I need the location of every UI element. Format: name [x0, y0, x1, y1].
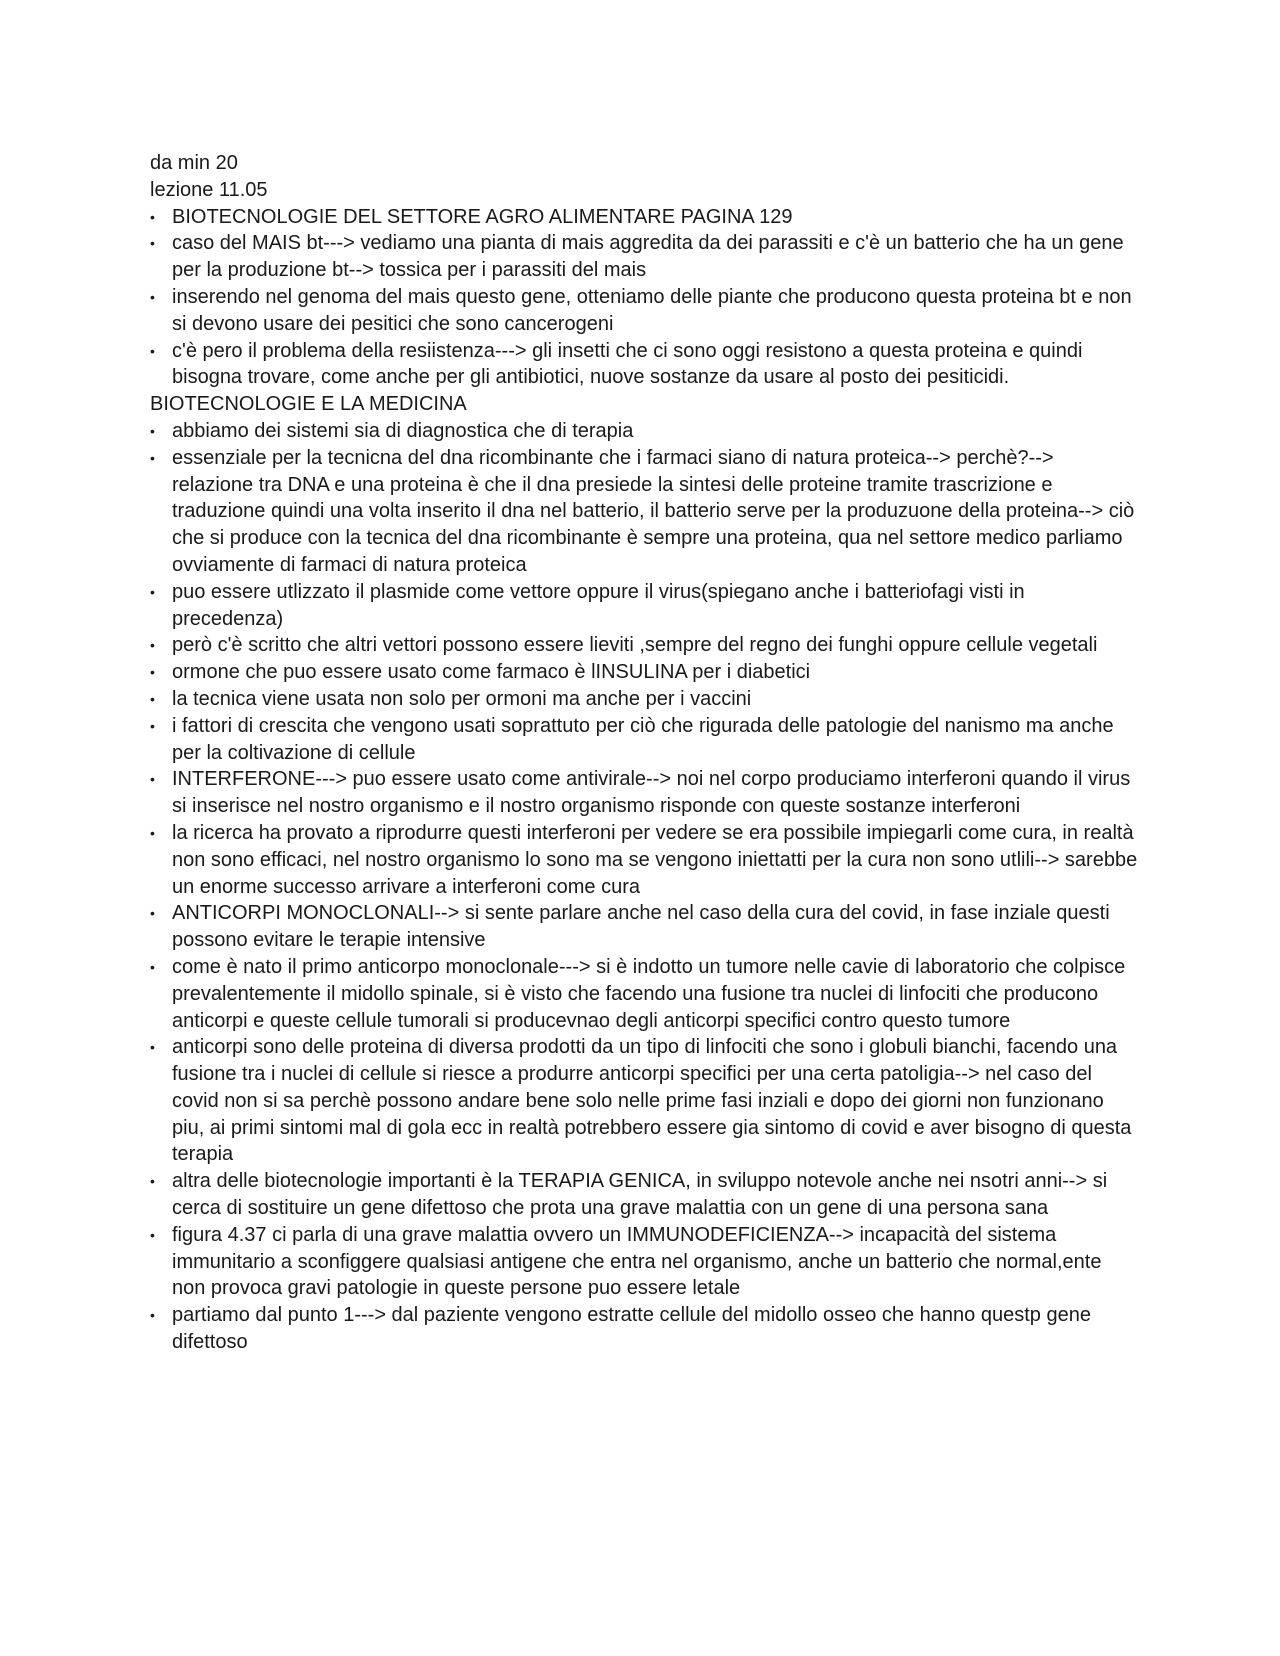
section-agro-bullets — [150, 204, 1140, 392]
list-item-text: partiamo dal punto 1---> dal paziente vengono estratte cellule del midollo osseo che hanno questp gene difettoso — [172, 1304, 1091, 1354]
list-item — [150, 1168, 1140, 1222]
bullet-icon: • — [150, 1307, 155, 1324]
header-line-2: lezione 11.05 — [150, 178, 268, 201]
list-item — [150, 632, 1140, 659]
list-item — [150, 418, 1140, 445]
bullet-icon: • — [150, 288, 155, 305]
bullet-icon: • — [150, 583, 155, 600]
list-item-text: ormone che puo essere usato come farmaco è lINSULINA per i diabetici — [172, 661, 811, 684]
list-item-text: caso del MAIS bt---> vediamo una pianta di mais aggredita da dei parassiti e c'è un batterio che ha un gene per la produzione bt--> tossica per i parassiti del mais — [172, 232, 1124, 282]
list-item-text: figura 4.37 ci parla di una grave malattia ovvero un IMMUNODEFICIENZA--> incapacità del sistema immunitario a sconfiggere qualsiasi antigene che entra nel organismo, anche un batterio che normal,ente non provoca gravi patologie in queste persone puo essere letale — [172, 1223, 1102, 1300]
bullet-icon: • — [150, 905, 155, 922]
list-item-text: anticorpi sono delle proteina di diversa prodotti da un tipo di linfociti che sono i globuli bianchi, facendo una fusione tra i nuclei di cellule si riesce a produrre anticorpi specifici per una certa patoligia--> nel caso del covid non si sa perchè possono andare bene solo nelle prime fasi inziali e dopo dei giorni non funzionano piu, ai primi sintomi mal di gola ecc in realtà potrebbero essere gia sintomo di covid e aver bisogno di questa terapia — [172, 1036, 1132, 1166]
bullet-icon: • — [150, 449, 155, 466]
list-item-text: abbiamo dei sistemi sia di diagnostica che di terapia — [172, 419, 634, 442]
bullet-icon: • — [150, 342, 155, 359]
list-item-text: BIOTECNOLOGIE DEL SETTORE AGRO ALIMENTARE PAGINA 129 — [172, 205, 793, 228]
list-item — [150, 820, 1140, 900]
list-item — [150, 204, 1140, 231]
list-item — [150, 1302, 1140, 1356]
list-item-text: i fattori di crescita che vengono usati soprattuto per ciò che rigurada delle patologie del nanismo ma anche per la coltivazione di cellule — [172, 714, 1114, 764]
list-item-text: la tecnica viene usata non solo per ormoni ma anche per i vaccini — [172, 687, 752, 710]
list-item-text: come è nato il primo anticorpo monoclonale---> si è indotto un tumore nelle cavie di laboratorio che colpisce prevalentemente il midollo spinale, si è visto che facendo una fusione tra nuclei di linfociti che producono anticorpi e queste cellule tumorali si producevnao degli anticorpi specifici contro questo tumore — [172, 955, 1126, 1032]
bullet-icon: • — [150, 208, 155, 225]
list-item — [150, 954, 1140, 1034]
list-item — [150, 579, 1140, 633]
bullet-icon: • — [150, 1039, 155, 1056]
list-item — [150, 713, 1140, 767]
list-item-text: INTERFERONE---> puo essere usato come antivirale--> noi nel corpo produciamo interferoni quando il virus si inserisce nel nostro organismo e il nostro organismo risponde con queste sostanze interferoni — [172, 768, 1131, 818]
list-item — [150, 686, 1140, 713]
bullet-icon: • — [150, 1173, 155, 1190]
list-item-text: altra delle biotecnologie importanti è la TERAPIA GENICA, in sviluppo notevole anche nei nsotri anni--> si cerca di sostituire un gene difettoso che prota una grave malattia con un gene di una persona sana — [172, 1170, 1108, 1220]
list-item — [150, 338, 1140, 392]
list-item — [150, 659, 1140, 686]
list-item-text: però c'è scritto che altri vettori possono essere lieviti ,sempre del regno dei funghi oppure cellule vegetali — [172, 634, 1098, 657]
list-item — [150, 1034, 1140, 1168]
document-content — [150, 150, 1140, 1356]
list-item — [150, 230, 1140, 284]
bullet-icon: • — [150, 717, 155, 734]
header-line-1: da min 20 — [150, 152, 238, 174]
list-item-text: c'è pero il problema della resiistenza---> gli insetti che ci sono oggi resistono a questa proteina e quindi bisogna trovare, come anche per gli antibiotici, nuove sostanze da usare al posto dei pesiticidi. — [172, 339, 1083, 389]
list-item — [150, 445, 1140, 579]
list-item-text: puo essere utlizzato il plasmide come vettore oppure il virus(spiegano anche i batteriofagi visti in precedenza) — [172, 580, 1025, 630]
section-heading-medicina: BIOTECNOLOGIE E LA MEDICINA — [150, 393, 467, 416]
bullet-icon: • — [150, 422, 155, 439]
bullet-icon: • — [150, 824, 155, 841]
section-medicina-bullets — [150, 418, 1140, 1356]
bullet-icon: • — [150, 1226, 155, 1243]
bullet-icon: • — [150, 637, 155, 654]
list-item — [150, 900, 1140, 954]
list-item-text: ANTICORPI MONOCLONALI--> si sente parlare anche nel caso della cura del covid, in fase inziale questi possono evitare le terapie intensive — [172, 902, 1110, 952]
list-item — [150, 284, 1140, 338]
list-item-text: essenziale per la tecnicna del dna ricombinante che i farmaci siano di natura proteica--> perchè?--> relazione tra DNA e una proteina è che il dna presiede la sintesi delle proteine tramite trascrizione e traduzione quindi una volta inserito il dna nel batterio, il batterio serve per la produzuone della proteina--> ciò che si produce con la tecnica del dna ricombinante è sempre una proteina, qua nel settore medico parliamo ovviamente di farmaci di natura proteica — [172, 446, 1135, 576]
bullet-icon: • — [150, 771, 155, 788]
list-item-text: inserendo nel genoma del mais questo gene, otteniamo delle piante che producono questa proteina bt e non si devono usare dei pesitici che sono cancerogeni — [172, 285, 1132, 335]
list-item-text: la ricerca ha provato a riprodurre questi interferoni per vedere se era possibile impiegarli come cura, in realtà non sono efficaci, nel nostro organismo lo sono ma se vengono iniettatti per la cura non sono utlili--> sarebbe un enorme successo arrivare a interferoni come cura — [172, 821, 1138, 898]
bullet-icon: • — [150, 235, 155, 252]
list-item — [150, 766, 1140, 820]
bullet-icon: • — [150, 958, 155, 975]
bullet-icon: • — [150, 664, 155, 681]
bullet-icon: • — [150, 690, 155, 707]
list-item — [150, 1222, 1140, 1302]
